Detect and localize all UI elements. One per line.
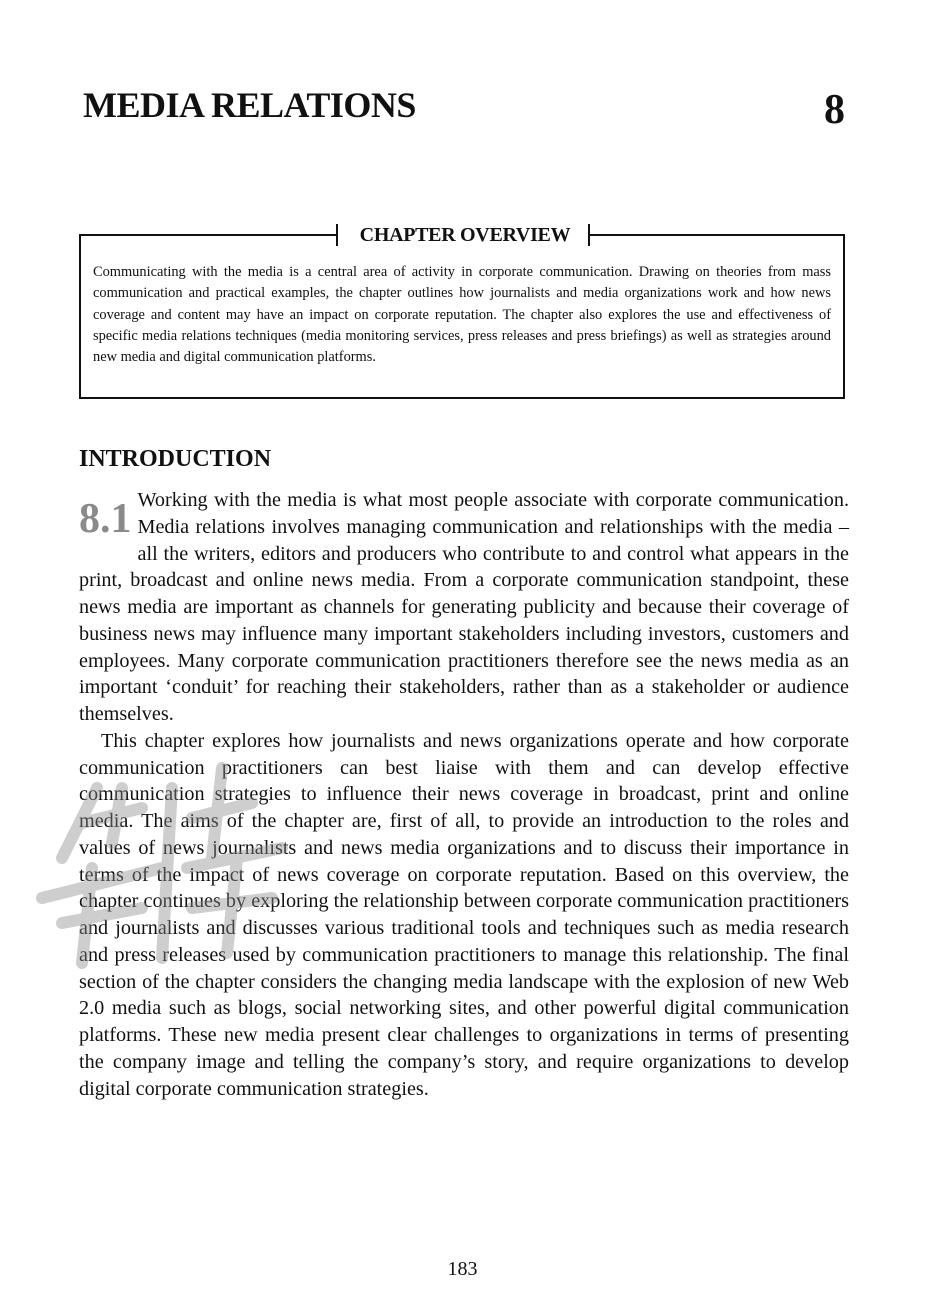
overview-rule-left xyxy=(81,234,336,236)
section-heading: INTRODUCTION xyxy=(79,446,272,472)
section-body xyxy=(79,487,849,1102)
section-number: 8.1 xyxy=(79,496,132,542)
chapter-overview-text: Communicating with the media is a central area of activity in corporate communication. Drawing on theories from mass communication and practical examples, the chapter outlines how journalists and media organizations work and how news coverage and content may have an impact on corporate reputation. The chapter also explores the use and effectiveness of specific media relations techniques (media monitoring services, press releases and press briefings) as well as strategies around new media and digital communication platforms. xyxy=(93,264,831,366)
body-paragraph: Working with the media is what most people associate with corporate communication. Media relations involves managing communication and relationships with the media – all the writers, editors and producers who contribute to and control what appears in the print, broadcast and online news media. From a corporate communication standpoint, these news media are important as channels for generating publicity and because their coverage of business news may influence many important stakeholders including investors, customers and employees. Many corporate communication practitioners therefore see the news media as an important ‘conduit’ for reaching their stakeholders, rather than as a stakeholder or audience themselves. xyxy=(79,489,849,725)
page-number: 183 xyxy=(447,1258,478,1280)
overview-rule-tick-left xyxy=(336,224,338,246)
chapter-number: 8 xyxy=(824,87,845,133)
overview-rule-right xyxy=(590,234,843,236)
chapter-title: MEDIA RELATIONS xyxy=(83,85,416,125)
chapter-overview-box xyxy=(79,224,845,399)
body-paragraph: This chapter explores how journalists and news organizations operate and how corporate communication practitioners can best liaise with them and can develop effective communication strategies to influence their news coverage in broadcast, print and online media. The aims of the chapter are, first of all, to provide an introduction to the roles and values of news journalists and news media organizations and to discuss their importance in terms of the impact of news coverage on corporate reputation. Based on this overview, the chapter continues by exploring the relationship between corporate communication practitioners and journalists and discusses various traditional tools and techniques such as media research and press releases used by communication practitioners to manage this relationship. The final section of the chapter considers the changing media landscape with the explosion of new Web 2.0 media such as blogs, social networking sites, and other powerful digital communication platforms. These new media present clear challenges to organizations in terms of presenting the company image and telling the company’s story, and require organizations to develop digital corporate communication strategies. xyxy=(79,729,849,1100)
chapter-overview-heading: CHAPTER OVERVIEW xyxy=(359,224,571,246)
